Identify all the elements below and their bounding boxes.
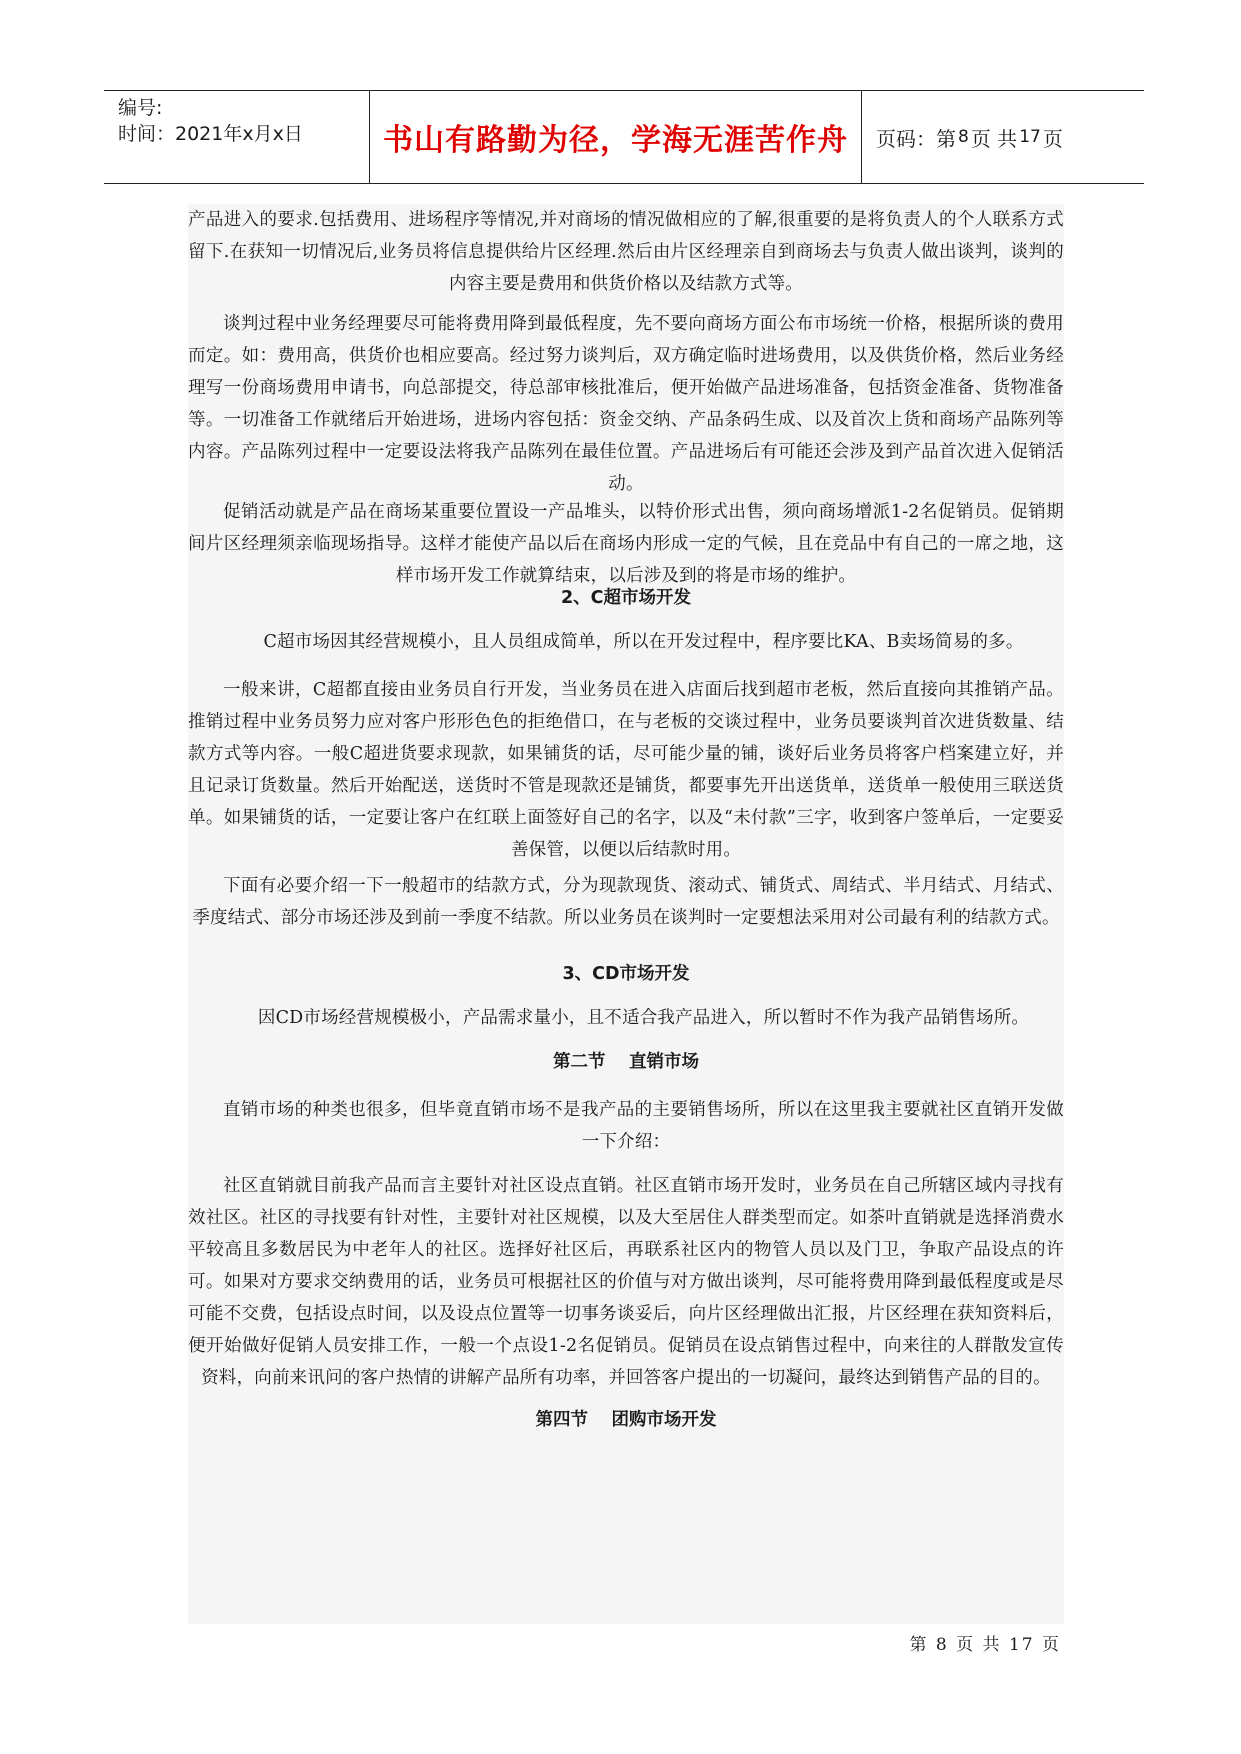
section-heading: 第四节 团购市场开发 [535,1410,717,1430]
page-mid: 页 共 [970,126,1018,151]
header-meta [104,91,370,183]
section-heading: 3、CD市场开发 [562,964,690,984]
page-prefix: 页码：第 [876,126,956,151]
section-heading: 第二节 直销市场 [552,1052,700,1072]
header-motto: 书山有路勤为径，学海无涯苦作舟 [370,91,862,183]
serial-label: 编号: [118,97,163,119]
section-heading: 2、C超市场开发 [560,588,692,608]
paragraph: 促销活动就是产品在商场某重要位置设一产品堆头，以特价形式出售，须向商场增派1-2名促销员。促销期间片区经理须亲临现场指导。这样才能使产品以后在商场内形成一定的气候，且在竞品中有自己的一席之地，这样市场开发工作就算结束，以后涉及到的将是市场的维护。 [188,501,1064,586]
paragraph: C超市场因其经营规模小，且人员组成简单，所以在开发过程中，程序要比KA、B卖场简易的多。 [263,631,1024,652]
paragraph: 谈判过程中业务经理要尽可能将费用降到最低程度，先不要向商场方面公布市场统一价格，根据所谈的费用而定。如：费用高，供货价也相应要高。经过努力谈判后，双方确定临时进场费用，以及供货价格，然后业务经理写一份商场费用申请书，向总部提交，待总部审核批准后，便开始做产品进场准备，包括资金准备、货物准备等。一切准备工作就绪后开始进场，进场内容包括：资金交纳、产品条码生成、以及首次上货和商场产品陈列等内容。产品陈列过程中一定要设法将我产品陈列在最佳位置。产品进场后有可能还会涉及到产品首次进入促销活动。 [188,313,1064,494]
time-label: 时间：2021年x月x日 [118,123,303,145]
header-page-info [862,91,1144,183]
paragraph: 产品进入的要求.包括费用、进场程序等情况,并对商场的情况做相应的了解,很重要的是将负责人的个人联系方式留下.在获知一切情况后,业务员将信息提供给片区经理.然后由片区经理亲自到商场去与负责人做出谈判，谈判的内容主要是费用和供货价格以及结款方式等。 [188,209,1064,294]
document-body [188,204,1064,1624]
paragraph: 一般来讲，C超都直接由业务员自行开发，当业务员在进入店面后找到超市老板，然后直接向其推销产品。推销过程中业务员努力应对客户形形色色的拒绝借口，在与老板的交谈过程中，业务员要谈判首次进货数量、结款方式等内容。一般C超进货要求现款，如果铺货的话，尽可能少量的铺，谈好后业务员将客户档案建立好，并且记录订货数量。然后开始配送，送货时不管是现款还是铺货，都要事先开出送货单，送货单一般使用三联送货单。如果铺货的话，一定要让客户在红联上面签好自己的名字，以及“未付款”三字，收到客户签单后，一定要妥善保管，以便以后结款时用。 [188,679,1064,860]
paragraph: 因CD市场经营规模极小，产品需求量小，且不适合我产品进入，所以暂时不作为我产品销售场所。 [257,1007,1030,1028]
page-total: 17 [1019,127,1041,147]
paragraph: 直销市场的种类也很多，但毕竟直销市场不是我产品的主要销售场所，所以在这里我主要就社区直销开发做一下介绍： [223,1099,1064,1152]
paragraph: 社区直销就目前我产品而言主要针对社区设点直销。社区直销市场开发时，业务员在自己所辖区域内寻找有效社区。社区的寻找要有针对性，主要针对社区规模，以及大至居住人群类型而定。如茶叶直销就是选择消费水平较高且多数居民为中老年人的社区。选择好社区后，再联系社区内的物管人员以及门卫，争取产品设点的许可。如果对方要求交纳费用的话，业务员可根据社区的价值与对方做出谈判，尽可能将费用降到最低程度或是尽可能不交费，包括设点时间，以及设点位置等一切事务谈妥后，向片区经理做出汇报，片区经理在获知资料后，便开始做好促销人员安排工作，一般一个点设1-2名促销员。促销员在设点销售过程中，向来往的人群散发宣传资料，向前来讯问的客户热情的讲解产品所有功率，并回答客户提出的一切凝问，最终达到销售产品的目的。 [188,1175,1064,1388]
paragraph: 下面有必要介绍一下一般超市的结款方式，分为现款现货、滚动式、铺货式、周结式、半月结式、月结式、季度结式、部分市场还涉及到前一季度不结款。所以业务员在谈判时一定要想法采用对公司最有利的结款方式。 [192,875,1064,928]
page-suffix: 页 [1042,126,1063,151]
page-header [104,90,1144,184]
page-number: 8 [958,127,969,147]
page-footer: 第 8 页 共 17 页 [909,1635,1061,1655]
